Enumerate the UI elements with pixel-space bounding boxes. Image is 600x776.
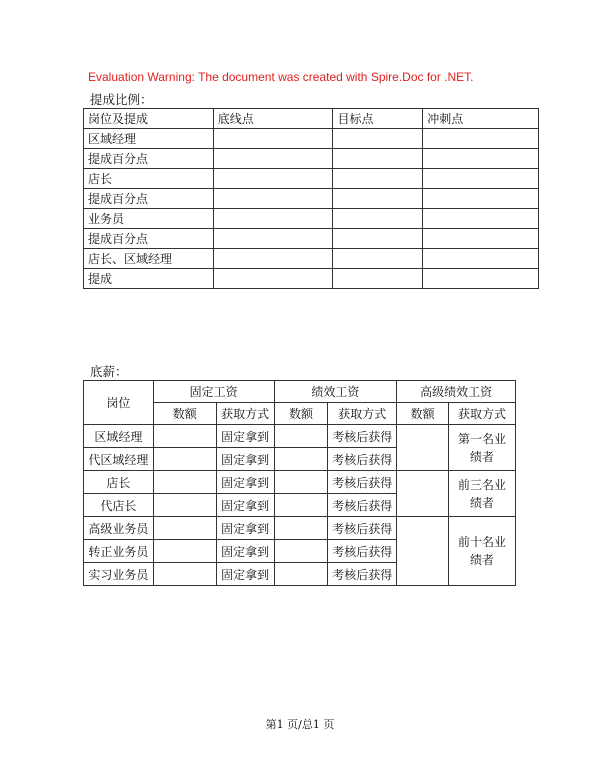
header-position: 岗位 [84, 381, 154, 425]
header-target: 目标点 [333, 109, 423, 129]
salary-table [83, 380, 516, 586]
cell [213, 209, 333, 229]
header-baseline: 底线点 [213, 109, 333, 129]
cell [423, 209, 539, 229]
commission-table [83, 108, 539, 289]
table-header-row [84, 381, 516, 403]
table-header-row [84, 109, 539, 129]
header-performance-salary: 绩效工资 [274, 381, 397, 403]
row-label: 店长 [84, 169, 214, 189]
position-cell: 高级业务员 [84, 517, 154, 540]
cell [153, 563, 216, 586]
perf-method-cell: 考核后获得 [328, 471, 397, 494]
cell [397, 425, 449, 471]
table-row [84, 189, 539, 209]
cell [423, 169, 539, 189]
position-cell: 代店长 [84, 494, 154, 517]
cell [423, 269, 539, 289]
cell [153, 448, 216, 471]
cell [333, 129, 423, 149]
evaluation-warning: Evaluation Warning: The document was created with Spire.Doc for .NET. [88, 70, 474, 84]
perf-method-cell: 考核后获得 [328, 494, 397, 517]
cell [333, 189, 423, 209]
subheader-amount: 数额 [397, 403, 449, 425]
position-cell: 店长 [84, 471, 154, 494]
table-row [84, 517, 516, 540]
cell [333, 249, 423, 269]
header-sprint: 冲刺点 [423, 109, 539, 129]
cell [213, 249, 333, 269]
subheader-amount: 数额 [153, 403, 216, 425]
cell [274, 448, 328, 471]
cell [274, 540, 328, 563]
position-cell: 区域经理 [84, 425, 154, 448]
cell [213, 149, 333, 169]
fixed-method-cell: 固定拿到 [216, 471, 274, 494]
table-row [84, 269, 539, 289]
perf-method-cell: 考核后获得 [328, 517, 397, 540]
table-row [84, 149, 539, 169]
cell [153, 517, 216, 540]
header-position: 岗位及提成 [84, 109, 214, 129]
table-row [84, 471, 516, 494]
row-label: 提成百分点 [84, 149, 214, 169]
row-label: 提成百分点 [84, 189, 214, 209]
header-senior-performance-salary: 高级绩效工资 [397, 381, 516, 403]
cell [397, 471, 449, 517]
fixed-method-cell: 固定拿到 [216, 517, 274, 540]
cell [213, 189, 333, 209]
table-row [84, 229, 539, 249]
rank-top10-cell: 前十名业绩者 [449, 517, 516, 586]
cell [423, 149, 539, 169]
row-label: 区域经理 [84, 129, 214, 149]
cell [213, 269, 333, 289]
page-footer: 第1 页/总1 页 [265, 718, 335, 731]
position-cell: 代区域经理 [84, 448, 154, 471]
cell [333, 269, 423, 289]
row-label: 提成 [84, 269, 214, 289]
table-row [84, 249, 539, 269]
perf-method-cell: 考核后获得 [328, 563, 397, 586]
subheader-method: 获取方式 [449, 403, 516, 425]
position-cell: 转正业务员 [84, 540, 154, 563]
row-label: 提成百分点 [84, 229, 214, 249]
cell [274, 425, 328, 448]
cell [153, 425, 216, 448]
perf-method-cell: 考核后获得 [328, 448, 397, 471]
cell [153, 540, 216, 563]
fixed-method-cell: 固定拿到 [216, 448, 274, 471]
cell [274, 494, 328, 517]
cell [333, 169, 423, 189]
table-row [84, 209, 539, 229]
subheader-method: 获取方式 [328, 403, 397, 425]
commission-title: 提成比例： [90, 92, 153, 107]
fixed-method-cell: 固定拿到 [216, 494, 274, 517]
cell [274, 471, 328, 494]
cell [397, 517, 449, 586]
cell [423, 129, 539, 149]
salary-title: 底薪： [90, 364, 128, 379]
fixed-method-cell: 固定拿到 [216, 563, 274, 586]
perf-method-cell: 考核后获得 [328, 425, 397, 448]
cell [333, 229, 423, 249]
subheader-amount: 数额 [274, 403, 328, 425]
cell [274, 517, 328, 540]
cell [423, 189, 539, 209]
fixed-method-cell: 固定拿到 [216, 425, 274, 448]
cell [333, 149, 423, 169]
cell [333, 209, 423, 229]
cell [153, 471, 216, 494]
cell [274, 563, 328, 586]
position-cell: 实习业务员 [84, 563, 154, 586]
cell [423, 249, 539, 269]
cell [213, 229, 333, 249]
cell [213, 129, 333, 149]
subheader-method: 获取方式 [216, 403, 274, 425]
perf-method-cell: 考核后获得 [328, 540, 397, 563]
table-row [84, 169, 539, 189]
row-label: 店长、区域经理 [84, 249, 214, 269]
cell [423, 229, 539, 249]
row-label: 业务员 [84, 209, 214, 229]
cell [213, 169, 333, 189]
rank-first-cell: 第一名业绩者 [449, 425, 516, 471]
header-fixed-salary: 固定工资 [153, 381, 274, 403]
cell [153, 494, 216, 517]
rank-top3-cell: 前三名业绩者 [449, 471, 516, 517]
fixed-method-cell: 固定拿到 [216, 540, 274, 563]
table-row [84, 129, 539, 149]
table-row [84, 425, 516, 448]
